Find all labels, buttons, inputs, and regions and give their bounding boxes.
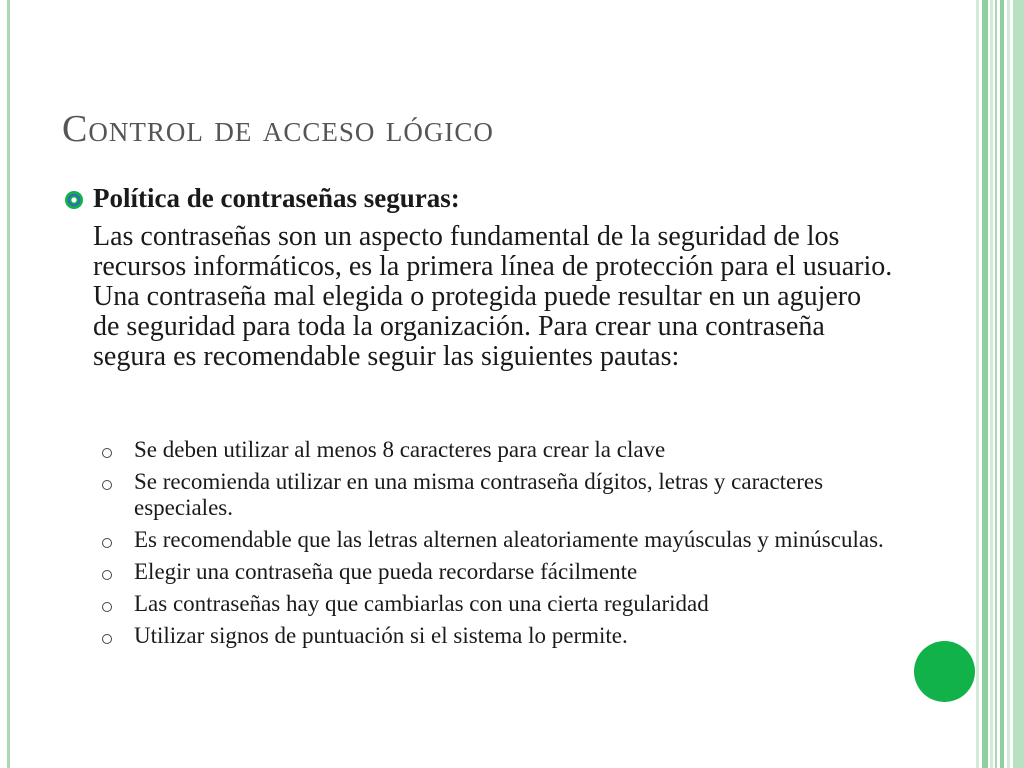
ring-bullet-icon — [62, 188, 86, 212]
right-decor-stripe — [990, 0, 993, 768]
list-item — [100, 591, 900, 617]
list-item — [100, 437, 900, 463]
circle-bullet-icon — [102, 570, 112, 580]
right-decor-stripe — [976, 0, 979, 768]
list-item-text: Las contraseñas hay que cambiarlas con una cierta regularidad — [134, 591, 709, 616]
guidelines-list — [100, 437, 900, 655]
right-decor-stripe — [995, 0, 997, 768]
section-heading: Política de contraseñas seguras: — [93, 183, 460, 213]
list-item-text: Utilizar signos de puntuación si el sistema lo permite. — [134, 623, 628, 648]
list-item-text: Se deben utilizar al menos 8 caracteres para crear la clave — [134, 437, 666, 462]
circle-bullet-icon — [102, 602, 112, 612]
circle-bullet-icon — [102, 538, 112, 548]
accent-dot — [914, 641, 975, 702]
right-decor-stripe — [982, 0, 988, 768]
list-item — [100, 559, 900, 585]
circle-bullet-icon — [102, 634, 112, 644]
list-item-text: Es recomendable que las letras alternen aleatoriamente mayúsculas y minúsculas. — [134, 527, 884, 552]
slide-title: Control de acceso lógico — [62, 108, 494, 150]
left-border-line — [7, 0, 10, 768]
right-decor-stripe — [1000, 0, 1004, 768]
right-decor-stripe — [1007, 0, 1010, 768]
circle-bullet-icon — [102, 480, 112, 490]
list-item — [100, 469, 900, 521]
list-item — [100, 527, 900, 553]
right-decor-stripe — [1013, 0, 1024, 768]
list-item-text: Se recomienda utilizar en una misma contraseña dígitos, letras y caracteres especiales. — [134, 469, 824, 520]
body-paragraph: Las contraseñas son un aspecto fundamental de la seguridad de los recursos informáticos, es la primera línea de protección para el usuario. Una contraseña mal elegida o protegida puede resultar en un agujero de seguridad para toda la organización. Para crear una contraseña segura es recomendable seguir las siguientes pautas: — [93, 221, 893, 372]
list-item-text: Elegir una contraseña que pueda recordarse fácilmente — [134, 559, 638, 584]
list-item — [100, 623, 900, 649]
circle-bullet-icon — [102, 448, 112, 458]
